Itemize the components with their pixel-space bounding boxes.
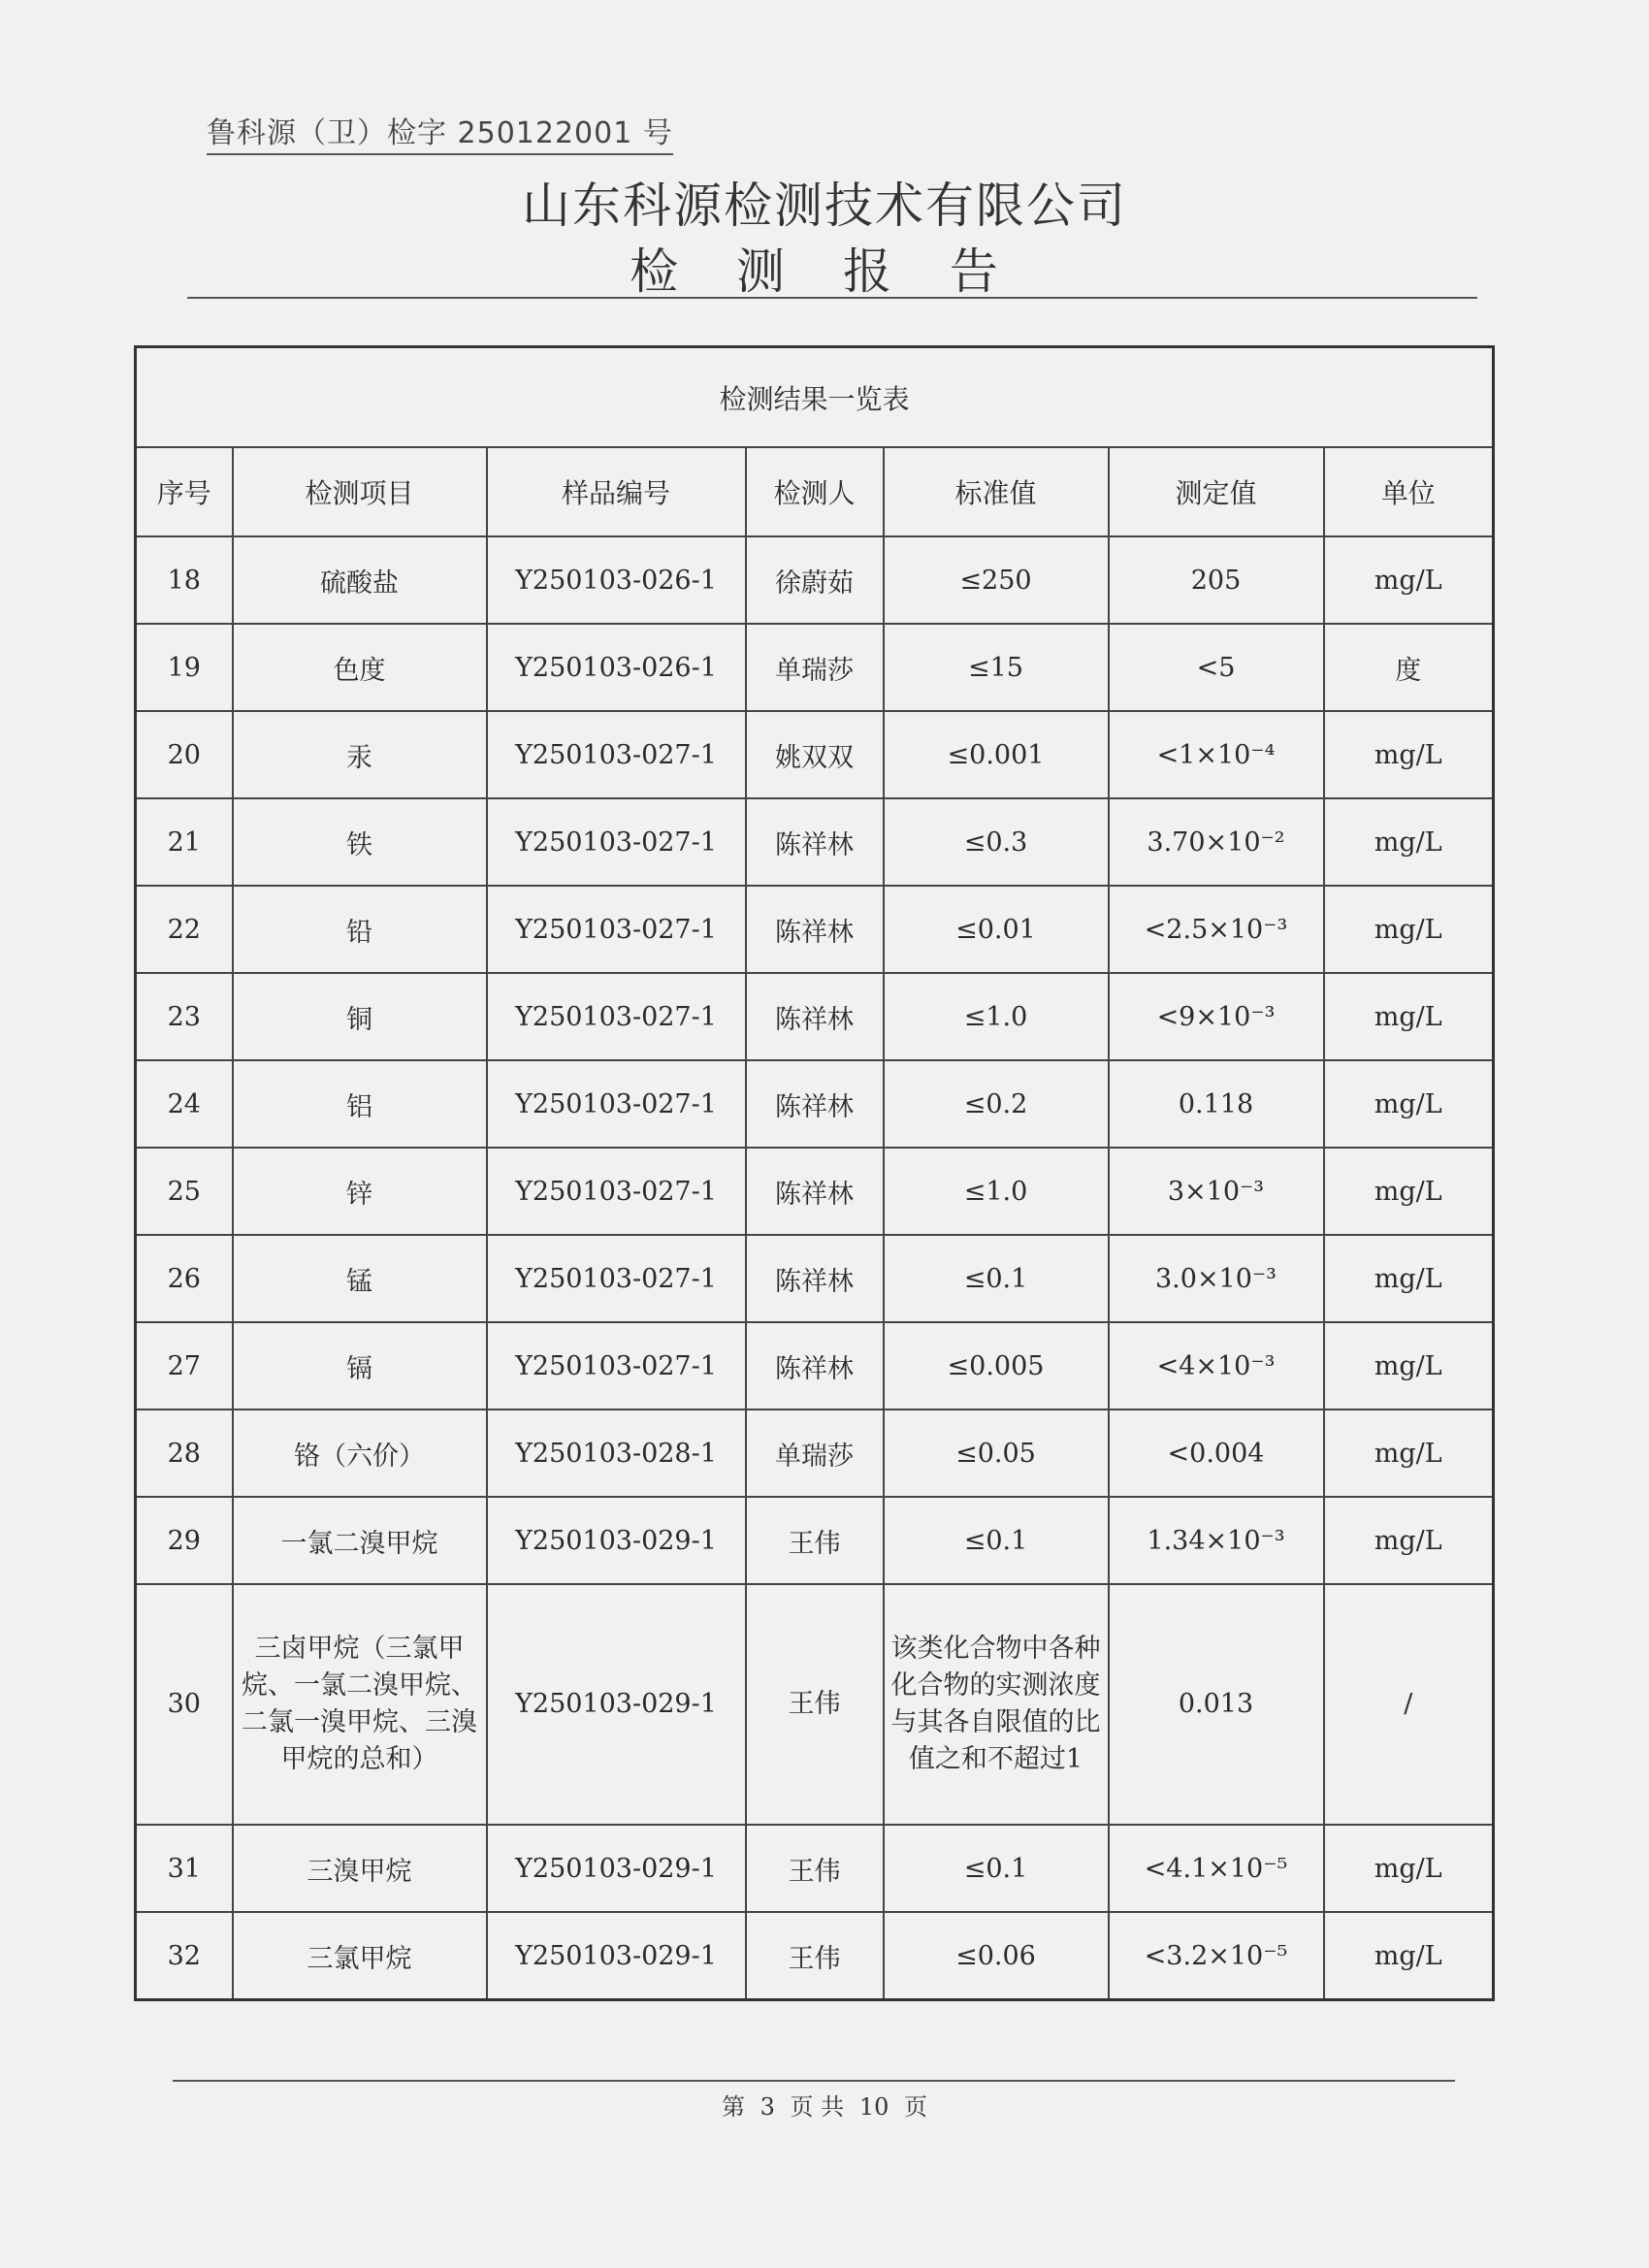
cell-sample: Y250103-029-1 bbox=[487, 1497, 746, 1584]
cell-item: 铝 bbox=[233, 1060, 487, 1148]
cell-standard: ≤0.1 bbox=[884, 1235, 1109, 1322]
table-row bbox=[136, 1409, 1494, 1497]
cell-item: 锌 bbox=[233, 1148, 487, 1235]
cell-tester: 单瑞莎 bbox=[746, 1409, 884, 1497]
cell-sample: Y250103-028-1 bbox=[487, 1409, 746, 1497]
cell-unit: mg/L bbox=[1324, 1497, 1494, 1584]
report-title: 检 测 报 告 bbox=[630, 243, 1019, 300]
table-row bbox=[136, 624, 1494, 711]
cell-tester: 单瑞莎 bbox=[746, 624, 884, 711]
cell-tester: 陈祥林 bbox=[746, 886, 884, 973]
cell-measured: 1.34×10⁻³ bbox=[1109, 1497, 1324, 1584]
cell-sample: Y250103-027-1 bbox=[487, 798, 746, 886]
cell-unit: mg/L bbox=[1324, 1409, 1494, 1497]
cell-no: 30 bbox=[136, 1584, 233, 1825]
cell-sample: Y250103-027-1 bbox=[487, 711, 746, 798]
cell-measured: <0.004 bbox=[1109, 1409, 1324, 1497]
cell-no: 32 bbox=[136, 1912, 233, 2000]
cell-no: 27 bbox=[136, 1322, 233, 1409]
cell-standard: ≤15 bbox=[884, 624, 1109, 711]
cell-unit: mg/L bbox=[1324, 1060, 1494, 1148]
cell-item: 铅 bbox=[233, 886, 487, 973]
column-header-unit: 单位 bbox=[1324, 447, 1494, 536]
cell-item: 三氯甲烷 bbox=[233, 1912, 487, 2000]
cell-measured: <1×10⁻⁴ bbox=[1109, 711, 1324, 798]
page-footer bbox=[0, 2088, 1649, 2122]
cell-tester: 陈祥林 bbox=[746, 1322, 884, 1409]
cell-no: 26 bbox=[136, 1235, 233, 1322]
cell-no: 20 bbox=[136, 711, 233, 798]
cell-measured: 3.70×10⁻² bbox=[1109, 798, 1324, 886]
cell-standard: ≤0.001 bbox=[884, 711, 1109, 798]
cell-tester: 王伟 bbox=[746, 1497, 884, 1584]
cell-standard: ≤1.0 bbox=[884, 973, 1109, 1060]
cell-sample: Y250103-026-1 bbox=[487, 624, 746, 711]
cell-standard: ≤0.2 bbox=[884, 1060, 1109, 1148]
table-row bbox=[136, 1322, 1494, 1409]
table-row bbox=[136, 1235, 1494, 1322]
cell-item: 锰 bbox=[233, 1235, 487, 1322]
cell-sample: Y250103-027-1 bbox=[487, 1148, 746, 1235]
table-row bbox=[136, 1060, 1494, 1148]
cell-tester: 王伟 bbox=[746, 1584, 884, 1825]
cell-tester: 王伟 bbox=[746, 1825, 884, 1912]
cell-no: 21 bbox=[136, 798, 233, 886]
cell-item: 铜 bbox=[233, 973, 487, 1060]
column-header-tester: 检测人 bbox=[746, 447, 884, 536]
cell-unit: mg/L bbox=[1324, 1322, 1494, 1409]
table-row bbox=[136, 798, 1494, 886]
cell-measured: <3.2×10⁻⁵ bbox=[1109, 1912, 1324, 2000]
cell-unit: / bbox=[1324, 1584, 1494, 1825]
cell-item: 汞 bbox=[233, 711, 487, 798]
header-divider bbox=[187, 297, 1477, 299]
table-row bbox=[136, 711, 1494, 798]
cell-tester: 姚双双 bbox=[746, 711, 884, 798]
cell-unit: mg/L bbox=[1324, 1912, 1494, 2000]
cell-sample: Y250103-027-1 bbox=[487, 886, 746, 973]
cell-standard: ≤0.1 bbox=[884, 1825, 1109, 1912]
document-number: 鲁科源（卫）检字 250122001 号 bbox=[207, 109, 673, 155]
cell-standard: ≤1.0 bbox=[884, 1148, 1109, 1235]
cell-measured: 3×10⁻³ bbox=[1109, 1148, 1324, 1235]
cell-measured: <9×10⁻³ bbox=[1109, 973, 1324, 1060]
table-row bbox=[136, 1912, 1494, 2000]
cell-measured: <5 bbox=[1109, 624, 1324, 711]
cell-no: 18 bbox=[136, 536, 233, 624]
company-name: 山东科源检测技术有限公司 bbox=[522, 178, 1127, 234]
cell-no: 22 bbox=[136, 886, 233, 973]
cell-tester: 王伟 bbox=[746, 1912, 884, 2000]
cell-unit: mg/L bbox=[1324, 973, 1494, 1060]
table-row bbox=[136, 1497, 1494, 1584]
column-header-standard: 标准值 bbox=[884, 447, 1109, 536]
cell-measured: 0.013 bbox=[1109, 1584, 1324, 1825]
cell-no: 19 bbox=[136, 624, 233, 711]
cell-sample: Y250103-029-1 bbox=[487, 1584, 746, 1825]
cell-item: 铁 bbox=[233, 798, 487, 886]
table-row bbox=[136, 1148, 1494, 1235]
cell-no: 29 bbox=[136, 1497, 233, 1584]
cell-sample: Y250103-029-1 bbox=[487, 1912, 746, 2000]
cell-unit: mg/L bbox=[1324, 1148, 1494, 1235]
cell-tester: 徐蔚茹 bbox=[746, 536, 884, 624]
table-row bbox=[136, 1825, 1494, 1912]
cell-sample: Y250103-029-1 bbox=[487, 1825, 746, 1912]
cell-item: 一氯二溴甲烷 bbox=[233, 1497, 487, 1584]
cell-tester: 陈祥林 bbox=[746, 1148, 884, 1235]
cell-measured: 3.0×10⁻³ bbox=[1109, 1235, 1324, 1322]
page-suffix: 页 bbox=[904, 2093, 928, 2121]
page-current: 3 bbox=[760, 2093, 775, 2121]
cell-item: 三卤甲烷（三氯甲烷、一氯二溴甲烷、二氯一溴甲烷、三溴甲烷的总和） bbox=[233, 1584, 487, 1825]
cell-no: 24 bbox=[136, 1060, 233, 1148]
results-table-container bbox=[134, 345, 1492, 2001]
cell-measured: <2.5×10⁻³ bbox=[1109, 886, 1324, 973]
cell-unit: mg/L bbox=[1324, 1825, 1494, 1912]
cell-item: 镉 bbox=[233, 1322, 487, 1409]
cell-no: 25 bbox=[136, 1148, 233, 1235]
cell-item: 硫酸盐 bbox=[233, 536, 487, 624]
cell-standard: ≤0.01 bbox=[884, 886, 1109, 973]
cell-standard: ≤250 bbox=[884, 536, 1109, 624]
table-caption: 检测结果一览表 bbox=[136, 347, 1494, 448]
table-row bbox=[136, 536, 1494, 624]
cell-unit: mg/L bbox=[1324, 798, 1494, 886]
cell-standard: ≤0.005 bbox=[884, 1322, 1109, 1409]
cell-unit: 度 bbox=[1324, 624, 1494, 711]
cell-sample: Y250103-027-1 bbox=[487, 973, 746, 1060]
cell-standard: 该类化合物中各种化合物的实测浓度与其各自限值的比值之和不超过1 bbox=[884, 1584, 1109, 1825]
cell-unit: mg/L bbox=[1324, 886, 1494, 973]
cell-sample: Y250103-027-1 bbox=[487, 1060, 746, 1148]
cell-unit: mg/L bbox=[1324, 536, 1494, 624]
cell-measured: 205 bbox=[1109, 536, 1324, 624]
page-mid: 页 共 bbox=[790, 2093, 845, 2121]
cell-no: 23 bbox=[136, 973, 233, 1060]
column-header-sample: 样品编号 bbox=[487, 447, 746, 536]
cell-measured: <4.1×10⁻⁵ bbox=[1109, 1825, 1324, 1912]
column-header-no: 序号 bbox=[136, 447, 233, 536]
cell-item: 铬（六价） bbox=[233, 1409, 487, 1497]
cell-tester: 陈祥林 bbox=[746, 1060, 884, 1148]
cell-tester: 陈祥林 bbox=[746, 1235, 884, 1322]
cell-sample: Y250103-027-1 bbox=[487, 1322, 746, 1409]
cell-measured: <4×10⁻³ bbox=[1109, 1322, 1324, 1409]
footer-divider bbox=[173, 2080, 1455, 2082]
cell-tester: 陈祥林 bbox=[746, 798, 884, 886]
cell-standard: ≤0.06 bbox=[884, 1912, 1109, 2000]
cell-sample: Y250103-027-1 bbox=[487, 1235, 746, 1322]
cell-no: 28 bbox=[136, 1409, 233, 1497]
cell-unit: mg/L bbox=[1324, 1235, 1494, 1322]
cell-item: 色度 bbox=[233, 624, 487, 711]
cell-measured: 0.118 bbox=[1109, 1060, 1324, 1148]
table-row bbox=[136, 973, 1494, 1060]
cell-no: 31 bbox=[136, 1825, 233, 1912]
cell-standard: ≤0.3 bbox=[884, 798, 1109, 886]
results-table bbox=[134, 345, 1495, 2001]
cell-sample: Y250103-026-1 bbox=[487, 536, 746, 624]
page-total: 10 bbox=[858, 2093, 889, 2121]
cell-unit: mg/L bbox=[1324, 711, 1494, 798]
table-row bbox=[136, 886, 1494, 973]
table-body bbox=[136, 536, 1494, 2000]
column-header-measured: 测定值 bbox=[1109, 447, 1324, 536]
table-row bbox=[136, 1584, 1494, 1825]
cell-tester: 陈祥林 bbox=[746, 973, 884, 1060]
cell-item: 三溴甲烷 bbox=[233, 1825, 487, 1912]
page-prefix: 第 bbox=[721, 2093, 745, 2121]
column-header-item: 检测项目 bbox=[233, 447, 487, 536]
cell-standard: ≤0.1 bbox=[884, 1497, 1109, 1584]
cell-standard: ≤0.05 bbox=[884, 1409, 1109, 1497]
